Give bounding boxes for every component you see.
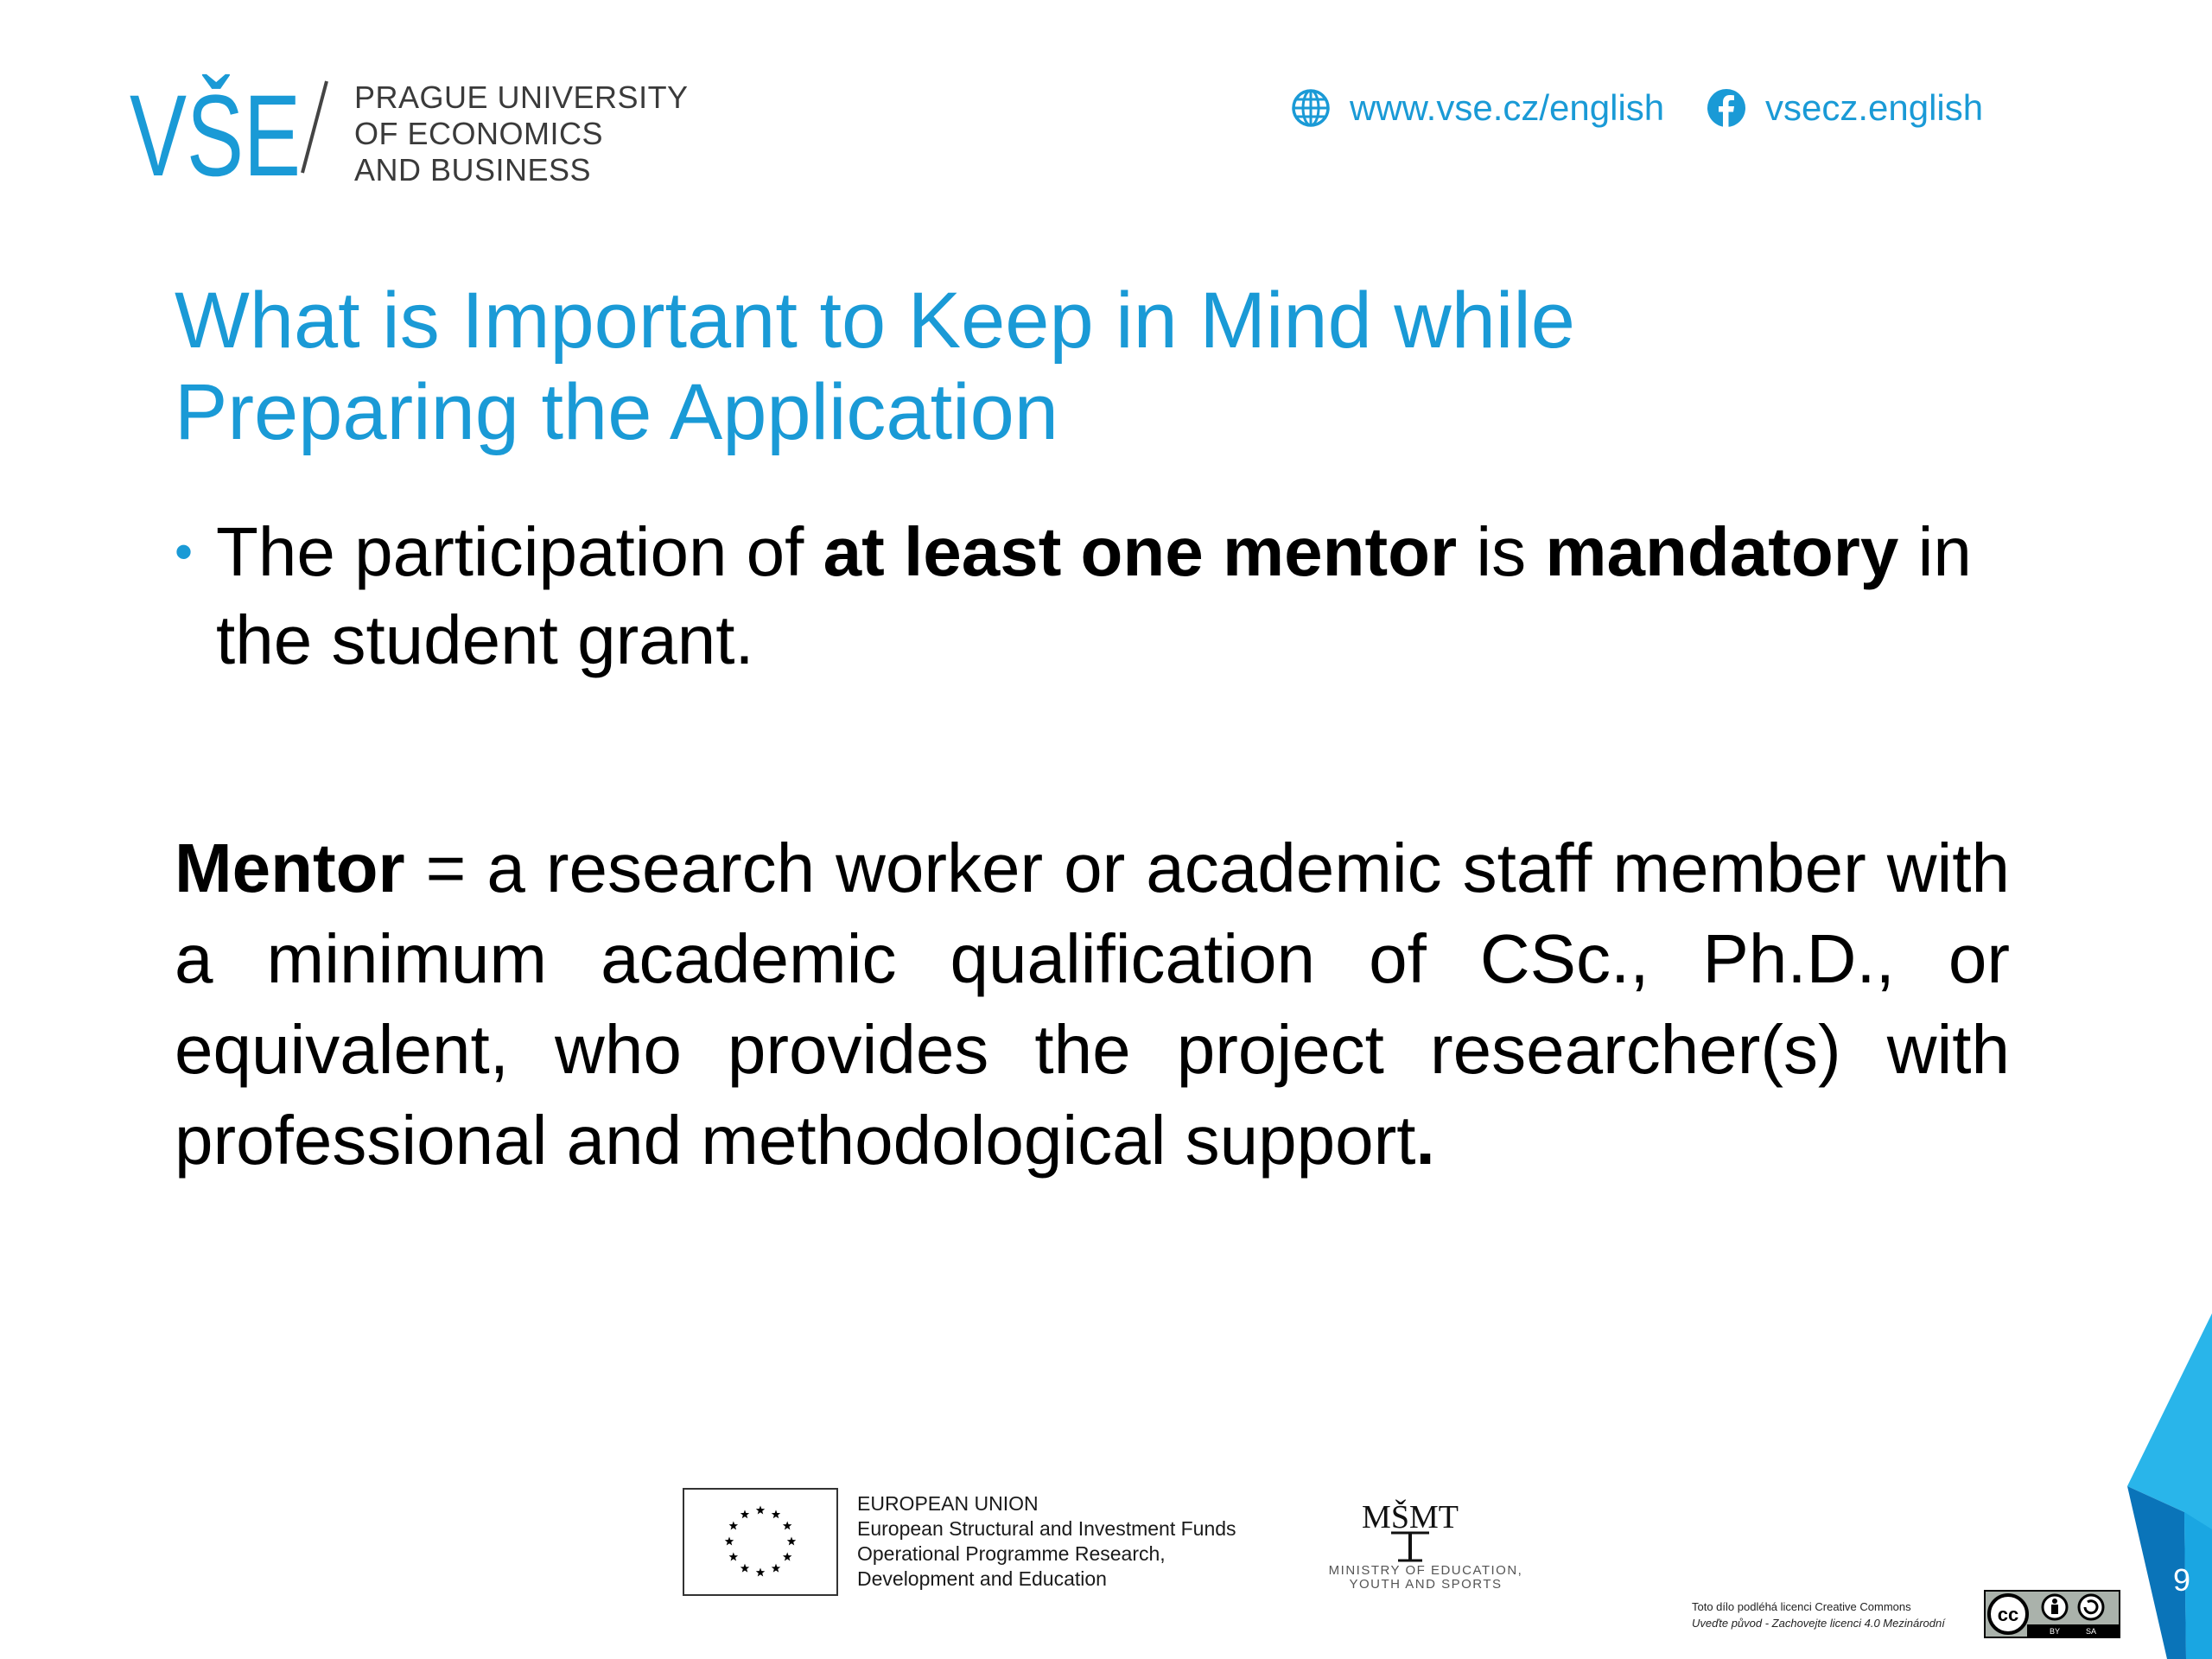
university-name-line: PRAGUE UNIVERSITY [354, 79, 689, 115]
eu-funding-line: EUROPEAN UNION [857, 1492, 1039, 1515]
facebook-icon [1707, 88, 1746, 128]
eu-funding-line: Operational Programme Research, [857, 1542, 1166, 1565]
eu-star-icon [729, 1553, 738, 1561]
bullet-text-part: is [1457, 513, 1546, 590]
creative-commons-badge[interactable] [1984, 1590, 2120, 1638]
msmt-caption-line: YOUTH AND SPORTS [1349, 1577, 1503, 1592]
facebook-link-text: vsecz.english [1765, 87, 1984, 128]
license-line: Toto dílo podléhá licenci Creative Commons [1692, 1600, 1911, 1613]
corner-decoration [2126, 1296, 2212, 1659]
website-link-text: www.vse.cz/english [1350, 87, 1665, 128]
vse-logo[interactable] [130, 72, 328, 200]
bullet-text-part: The participation of [216, 513, 823, 590]
msmt-logo-text: MŠMT [1362, 1499, 1459, 1535]
cc-by-label: BY [2049, 1627, 2061, 1636]
eu-star-icon [729, 1522, 738, 1530]
university-name-line: OF ECONOMICS [354, 116, 604, 151]
bullet-bold-phrase: mandatory [1545, 513, 1899, 590]
eu-star-icon [772, 1510, 780, 1518]
msmt-caption-line: MINISTRY OF EDUCATION, [1328, 1563, 1523, 1578]
eu-star-icon [783, 1553, 791, 1561]
eu-star-icon [741, 1510, 749, 1518]
website-link[interactable] [1291, 82, 1664, 134]
eu-funding-line: European Structural and Investment Funds [857, 1517, 1236, 1540]
facebook-link[interactable] [1707, 82, 1983, 134]
eu-star-icon [783, 1522, 791, 1530]
svg-text:cc: cc [1997, 1604, 2019, 1625]
license-text [1692, 1599, 1945, 1631]
eu-star-icon [756, 1568, 765, 1577]
cc-sa-label: SA [2085, 1627, 2097, 1636]
license-line: Uveďte původ - Zachovejte licenci 4.0 Mezinárodní [1692, 1617, 1945, 1630]
bullet-bold-phrase: at least one mentor [823, 513, 1458, 590]
slide-title [175, 275, 1816, 458]
eu-star-icon [741, 1564, 749, 1573]
eu-star-icon [772, 1564, 780, 1573]
definition-term: Mentor [175, 830, 405, 906]
logo-slash [302, 81, 327, 173]
definition-body: = a research worker or academic staff member with a minimum academic qualification of CSc., Ph.D., or equivalent, who provides the project researcher(s) with professional and methodological support [175, 830, 2010, 1179]
definition-end: . [1415, 1102, 1435, 1179]
globe-icon [1291, 88, 1331, 128]
eu-star-icon [725, 1537, 734, 1546]
bullet-text-part: in the student grant. [216, 513, 1972, 678]
eu-star-icon [756, 1506, 765, 1515]
mentor-definition [175, 823, 2010, 1185]
eu-funding-line: Development and Education [857, 1567, 1107, 1590]
university-name-line: AND BUSINESS [354, 152, 592, 188]
university-name [354, 79, 689, 188]
slide-title-line: Preparing the Application [175, 368, 1058, 456]
cc-by-sa-icon [1986, 1592, 2119, 1637]
bullet-text [216, 508, 2010, 684]
eu-funding-text [857, 1491, 1236, 1592]
bullet-dot: • [175, 523, 194, 581]
slide-title-line: What is Important to Keep in Mind while [175, 276, 1575, 365]
msmt-caption [1313, 1564, 1538, 1592]
eu-star-icon [787, 1537, 796, 1546]
page-number: 9 [2172, 1562, 2191, 1598]
msmt-logo [1362, 1495, 1459, 1564]
eu-flag-icon [683, 1488, 838, 1596]
vse-logo-text: VŠE [130, 72, 301, 200]
